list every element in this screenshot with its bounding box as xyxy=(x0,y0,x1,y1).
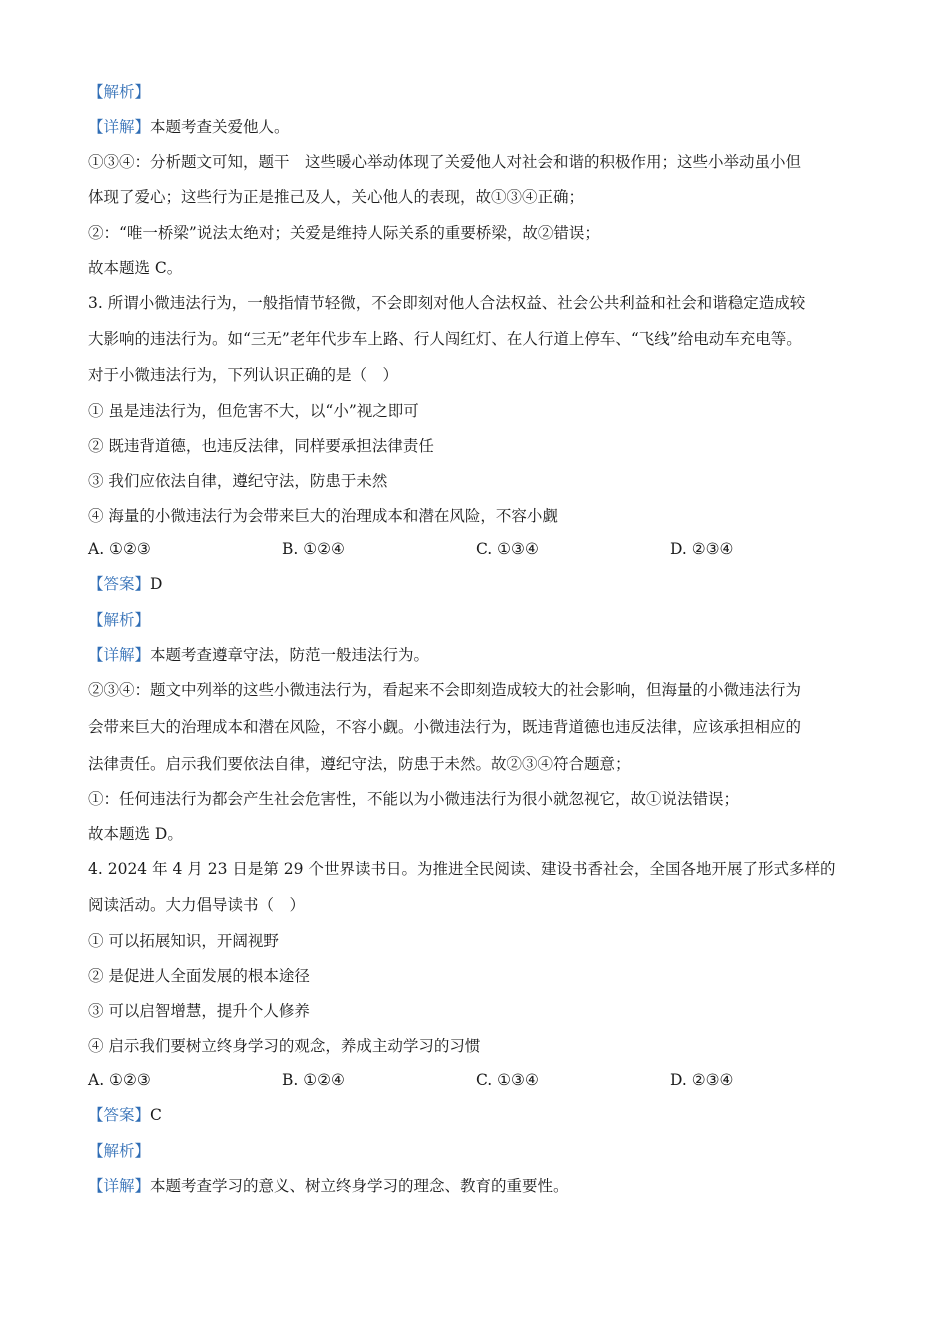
question-stem: 4. 2024 年 4 月 23 日是第 29 个世界读书日。为推进全民阅读、建设书香社会，全国各地开展了形式多样的 xyxy=(88,860,836,878)
detail-text: 本题考查关爱他人。 xyxy=(150,118,290,136)
detail-text: 本题考查学习的意义、树立终身学习的理念、教育的重要性。 xyxy=(150,1177,569,1195)
statement-item: ④ 海量的小微违法行为会带来巨大的治理成本和潜在风险，不容小觑 xyxy=(88,507,558,525)
choice-c: C. ①③④ xyxy=(476,1071,539,1089)
question-stem: 3. 所谓小微违法行为，一般指情节轻微，不会即刻对他人合法权益、社会公共利益和社会和谐稳定造成较 xyxy=(88,294,806,312)
answer-line xyxy=(88,1104,890,1126)
choice-c: C. ①③④ xyxy=(476,540,539,558)
statement-item: ② 是促进人全面发展的根本途径 xyxy=(88,967,310,985)
analysis-tag: 【解析】 xyxy=(88,1142,151,1160)
explanation-line: ②③④：题文中列举的这些小微违法行为，看起来不会即刻造成较大的社会影响，但海量的小微违法行为 xyxy=(88,681,802,699)
statement-item: ④ 启示我们要树立终身学习的观念，养成主动学习的习惯 xyxy=(88,1037,481,1055)
conclusion-line: 故本题选 D。 xyxy=(88,825,183,843)
choice-b: B. ①②④ xyxy=(282,540,345,558)
question-stem: 阅读活动。大力倡导读书（ ） xyxy=(88,896,306,914)
answer-value: C xyxy=(150,1106,162,1124)
detail-tag: 【详解】 xyxy=(88,646,151,664)
explanation-line: 体现了爱心；这些行为正是推己及人，关心他人的表现，故①③④正确； xyxy=(88,188,585,206)
analysis-tag: 【解析】 xyxy=(88,611,151,629)
explanation-line: ①：任何违法行为都会产生社会危害性，不能以为小微违法行为很小就忽视它，故①说法错误； xyxy=(88,790,740,808)
choice-row xyxy=(88,1069,888,1091)
question-stem: 大影响的违法行为。如“三无”老年代步车上路、行人闯红灯、在人行道上停车、“飞线”给电动车充电等。 xyxy=(88,330,802,348)
statement-item: ① 虽是违法行为，但危害不大，以“小”视之即可 xyxy=(88,402,419,420)
choice-a: A. ①②③ xyxy=(88,1071,151,1089)
choice-a: A. ①②③ xyxy=(88,540,151,558)
choice-b: B. ①②④ xyxy=(282,1071,345,1089)
statement-item: ① 可以拓展知识，开阔视野 xyxy=(88,932,279,950)
explanation-line: 法律责任。启示我们要依法自律，遵纪守法，防患于未然。故②③④符合题意； xyxy=(88,755,631,773)
explanation-line: ②：“唯一桥梁”说法太绝对；关爱是维持人际关系的重要桥梁，故②错误； xyxy=(88,224,600,242)
detail-text: 本题考查遵章守法，防范一般违法行为。 xyxy=(150,646,430,664)
answer-value: D xyxy=(150,575,163,593)
analysis-tag: 【解析】 xyxy=(88,83,151,101)
detail-line xyxy=(88,1175,890,1197)
conclusion-line: 故本题选 C。 xyxy=(88,259,183,277)
detail-tag: 【详解】 xyxy=(88,118,151,136)
detail-line xyxy=(88,116,890,138)
explanation-line: ①③④：分析题文可知，题干 这些暖心举动体现了关爱他人对社会和谐的积极作用；这些小举动虽小但 xyxy=(88,153,802,171)
detail-tag: 【详解】 xyxy=(88,1177,151,1195)
answer-tag: 【答案】 xyxy=(88,575,151,593)
statement-item: ③ 可以启智增慧，提升个人修养 xyxy=(88,1002,310,1020)
detail-line xyxy=(88,644,890,666)
answer-line xyxy=(88,573,890,595)
statement-item: ③ 我们应依法自律，遵纪守法，防患于未然 xyxy=(88,472,388,490)
choice-row xyxy=(88,538,888,560)
choice-d: D. ②③④ xyxy=(670,1071,734,1089)
question-stem: 对于小微违法行为，下列认识正确的是（ ） xyxy=(88,366,399,384)
answer-tag: 【答案】 xyxy=(88,1106,151,1124)
statement-item: ② 既违背道德，也违反法律，同样要承担法律责任 xyxy=(88,437,434,455)
explanation-line: 会带来巨大的治理成本和潜在风险，不容小觑。小微违法行为，既违背道德也违反法律，应该承担相应的 xyxy=(88,718,802,736)
choice-d: D. ②③④ xyxy=(670,540,734,558)
